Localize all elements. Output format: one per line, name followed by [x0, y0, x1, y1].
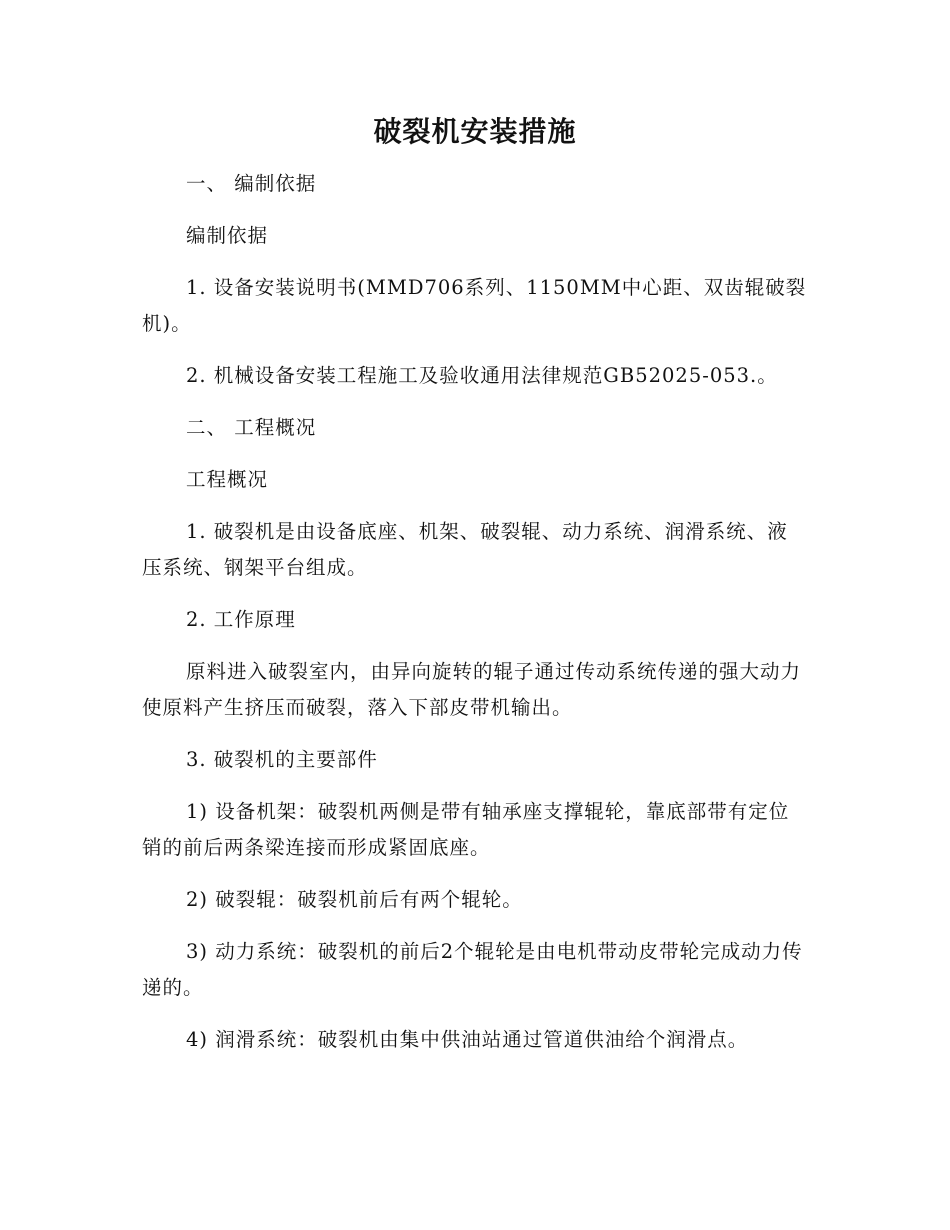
paragraph: 3) 动力系统：破裂机的前后2个辊轮是由电机带动皮带轮完成动力传递的。	[142, 940, 803, 999]
paragraph: 工程概况	[186, 468, 269, 491]
paragraph: 1) 设备机架：破裂机两侧是带有轴承座支撑辊轮，靠底部带有定位销的前后两条梁连接而形成紧固底座。	[142, 800, 790, 859]
document-title: 破裂机安装措施	[373, 115, 577, 148]
paragraph: 1. 破裂机是由设备底座、机架、破裂辊、动力系统、润滑系统、液压系统、钢架平台组成。	[142, 520, 788, 579]
paragraph: 2. 工作原理	[186, 608, 296, 631]
paragraph: 原料进入破裂室内，由异向旋转的辊子通过传动系统传递的强大动力使原料产生挤压而破裂，落入下部皮带机输出。	[142, 660, 802, 719]
paragraph: 2. 机械设备安装工程施工及验收通用法律规范GB52025-053.。	[186, 364, 778, 387]
section-heading: 二、 工程概况	[186, 416, 317, 439]
section-heading: 一、 编制依据	[186, 172, 317, 195]
paragraph: 4) 润滑系统：破裂机由集中供油站通过管道供油给个润滑点。	[186, 1028, 749, 1051]
paragraph: 3. 破裂机的主要部件	[186, 748, 378, 771]
paragraph: 1. 设备安装说明书(MMD706系列、1150MM中心距、双齿辊破裂机)。	[142, 276, 807, 335]
paragraph: 编制依据	[186, 224, 269, 247]
paragraph: 2) 破裂辊：破裂机前后有两个辊轮。	[186, 888, 523, 911]
document-body	[142, 166, 808, 1058]
